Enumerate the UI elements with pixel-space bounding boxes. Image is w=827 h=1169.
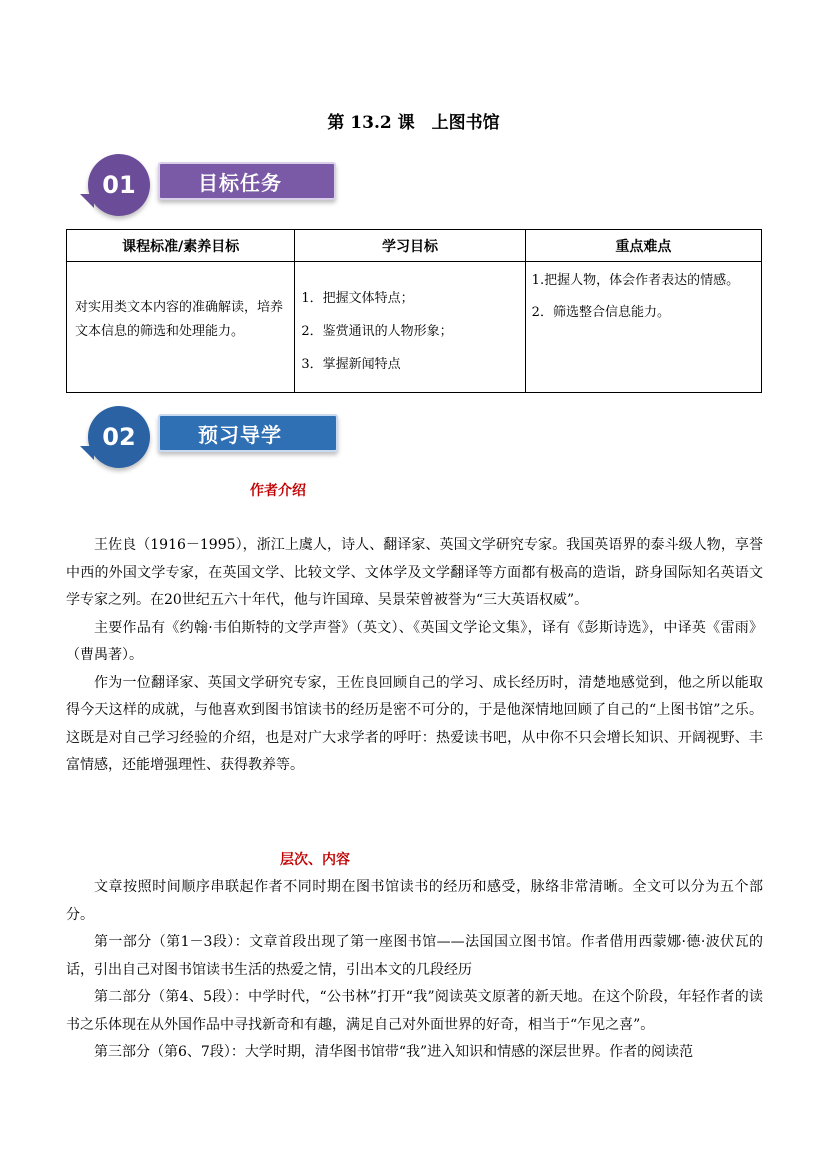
table-row xyxy=(67,262,762,393)
page-title: 第 13.2 课 上图书馆 xyxy=(327,113,500,133)
section-number-01: 01 xyxy=(102,171,136,199)
key-points-cell xyxy=(525,262,761,393)
section-number-02: 02 xyxy=(102,423,136,451)
section-badge-preview xyxy=(82,404,344,474)
author-paragraph: 作为一位翻译家、英国文学研究专家，王佐良回顾自己的学习、成长经历时，清楚地感觉到，他之所以能取得今天这样的成就，与他喜欢到图书馆读书的经历是密不可分的，于是他深情地回顾了自己的“上图书馆”之乐。这既是对自己学习经验的介绍，也是对广大求学者的呼吁：热爱读书吧，从中你不只会增长知识、开阔视野、丰富情感，还能增强理性、获得教养等。 xyxy=(66,674,763,773)
section-number-circle-01 xyxy=(88,154,150,216)
section-label-goals-text: 目标任务 xyxy=(198,170,282,195)
goals-table xyxy=(66,229,762,393)
header-key-points: 重点难点 xyxy=(525,230,761,262)
section-label-preview-text: 预习导学 xyxy=(198,422,282,447)
author-paragraph: 主要作品有《约翰·韦伯斯特的文学声誉》（英文）、《英国文学论文集》，译有《彭斯诗选》，中译英《雷雨》（曹禺著）。 xyxy=(66,619,763,663)
objectives-list xyxy=(295,262,524,381)
structure-paragraph: 第二部分（第4、5段）：中学时代，“公书林”打开“我”阅读英文原著的新天地。在这个阶段，年轻作者的读书之乐体现在从外国作品中寻找新奇和有趣，满足自己对外面世界的好奇，相当于“乍见之喜”。 xyxy=(66,989,763,1033)
key-point-item: 2．筛选整合信息能力。 xyxy=(531,305,670,320)
section-label-preview xyxy=(158,414,338,452)
objectives-cell xyxy=(295,262,525,393)
key-points-list xyxy=(526,262,761,329)
objective-item: 2．鉴赏通讯的人物形象； xyxy=(301,324,453,339)
author-intro xyxy=(66,532,763,780)
author-heading: 作者介绍 xyxy=(250,483,306,499)
structure-content xyxy=(66,874,763,1067)
standard-cell xyxy=(67,262,295,393)
objective-item: 3．掌握新闻特点 xyxy=(301,357,401,372)
structure-paragraph: 文章按照时间顺序串联起作者不同时期在图书馆读书的经历和感受，脉络非常清晰。全文可以分为五个部分。 xyxy=(66,879,763,923)
objective-item: 1．把握文体特点； xyxy=(301,291,414,306)
section-badge-goals xyxy=(82,152,342,222)
table-header-row xyxy=(67,230,762,262)
author-paragraph: 王佐良（1916－1995），浙江上虞人，诗人、翻译家、英国文学研究专家。我国英语界的泰斗级人物，享誉中西的外国文学专家，在英国文学、比较文学、文体学及文学翻译等方面都有极高的造诣，跻身国际知名英语文学专家之列。在20世纪五六十年代，他与许国璋、吴景荣曾被誉为“三大英语权威”。 xyxy=(66,537,763,608)
key-point-item: 1.把握人物，体会作者表达的情感。 xyxy=(531,273,740,288)
section-number-circle-02 xyxy=(88,406,150,468)
structure-heading: 层次、内容 xyxy=(280,852,350,868)
section-label-goals xyxy=(158,162,336,200)
structure-paragraph: 第三部分（第6、7段）：大学时期，清华图书馆带“我”进入知识和情感的深层世界。作者的阅读范 xyxy=(94,1044,694,1060)
structure-paragraph: 第一部分（第1－3段）：文章首段出现了第一座图书馆——法国国立图书馆。作者借用西蒙娜·德·波伏瓦的话，引出自己对图书馆读书生活的热爱之情，引出本文的几段经历 xyxy=(66,934,763,978)
header-standard: 课程标准/素养目标 xyxy=(67,230,295,262)
header-objectives: 学习目标 xyxy=(295,230,525,262)
standard-text: 对实用类文本内容的准确解读，培养文本信息的筛选和处理能力。 xyxy=(75,300,284,339)
